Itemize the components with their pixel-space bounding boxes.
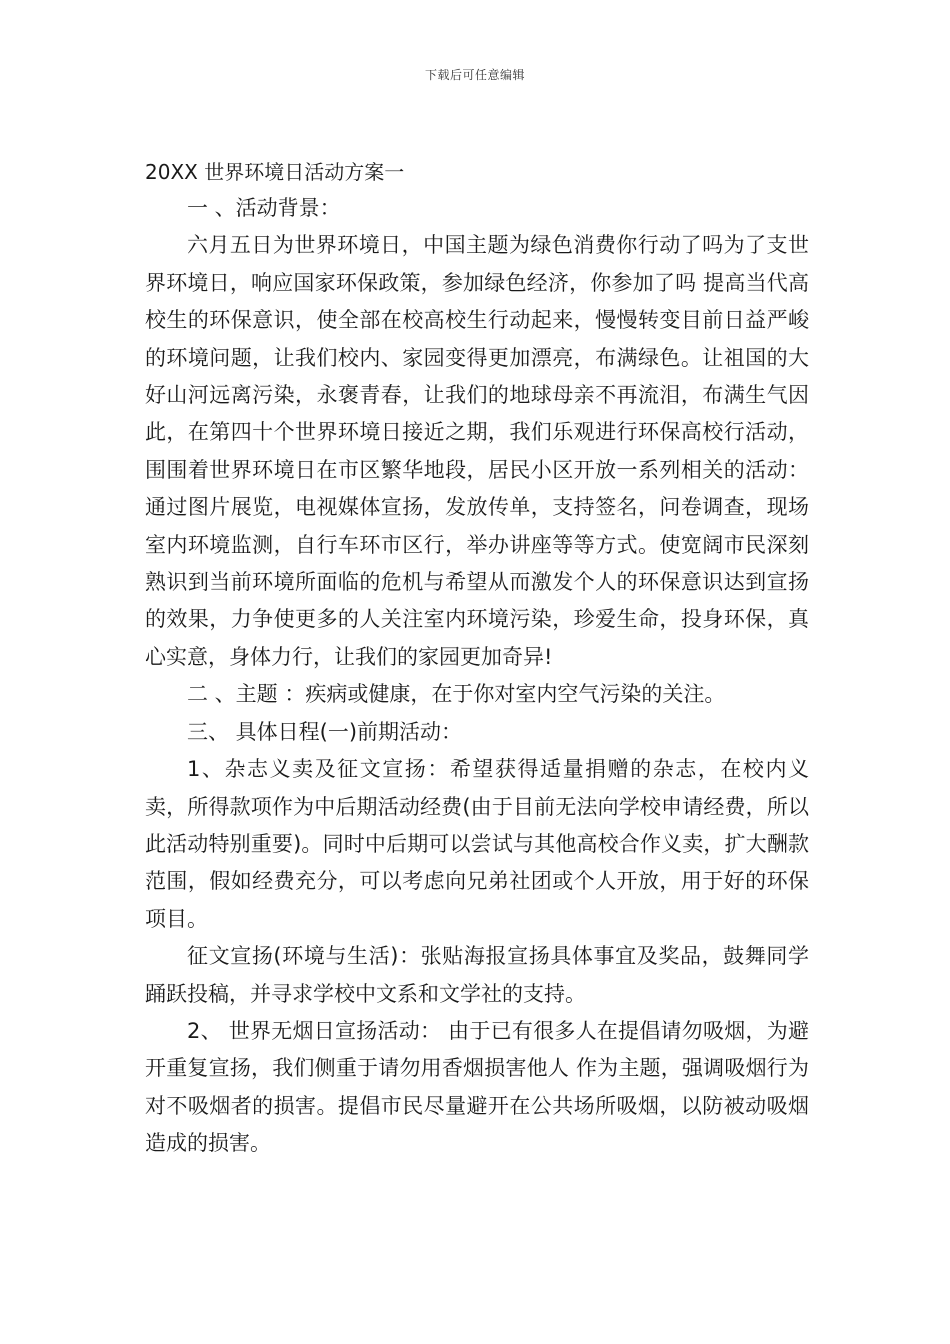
paragraph-no-smoking-day: 2、 世界无烟日宣扬活动： 由于已有很多人在提倡请勿吸烟，为避开重复宣扬，我们侧重于请勿用香烟损害他人 作为主题，强调吸烟行为对不吸烟者的损害。提倡市民尽量避开在公共场所吸烟，以防被动吸烟造成的损害。 bbox=[145, 1018, 809, 1156]
header-note: 下载后可任意编辑 bbox=[424, 68, 525, 82]
paragraph-background: 六月五日为世界环境日，中国主题为绿色消费你行动了吗为了支世界环境日，响应国家环保政策，参加绿色经济，你参加了吗 提高当代高校生的环保意识，使全部在校高校生行动起来，慢慢转变目前日益严峻的环境问题，让我们校内、家园变得更加漂亮，布满绿色。让祖国的大好山河远离污染，永褒青春，让我们的地球母亲不再流泪，布满生气因此，在第四十个世界环境日接近之期，我们乐观进行环保高校行活动，围围着世界环境日在市区繁华地段，居民小区开放一系列相关的活动：通过图片展览，电视媒体宣扬，发放传单，支持签名，问卷调查，现场室内环境监测，自行车环市区行，举办讲座等等方式。使宽阔市民深刻熟识到当前环境所面临的危机与希望从而激发个人的环保意识达到宣扬的效果，力争使更多的人关注室内环境污染，珍爱生命，投身环保，真心实意，身体力行，让我们的家园更加奇异! bbox=[145, 233, 809, 669]
paragraph-magazine-sale: 1、杂志义卖及征文宣扬：希望获得适量捐赠的杂志，在校内义卖，所得款项作为中后期活动经费(由于目前无法向学校申请经费，所以此活动特别重要)。同时中后期可以尝试与其他高校合作义卖，扩大酬款范围，假如经费充分，可以考虑向兄弟社团或个人开放，用于好的环保项目。 bbox=[145, 757, 809, 931]
section-heading-schedule: 三、 具体日程(一)前期活动： bbox=[187, 719, 463, 744]
document-title: 20XX 世界环境日活动方案一 bbox=[145, 160, 405, 184]
document-body bbox=[145, 154, 809, 1163]
section-heading-theme: 二 、主题 ：疾病或健康，在于你对室内空气污染的关注。 bbox=[187, 682, 726, 707]
paragraph-essay-promotion: 征文宣扬(环境与生活)：张贴海报宣扬具体事宜及奖品，鼓舞同学踊跃投稿，并寻求学校中文系和文学社的支持。 bbox=[145, 944, 809, 1006]
section-heading-background: 一 、活动背景： bbox=[187, 196, 341, 220]
